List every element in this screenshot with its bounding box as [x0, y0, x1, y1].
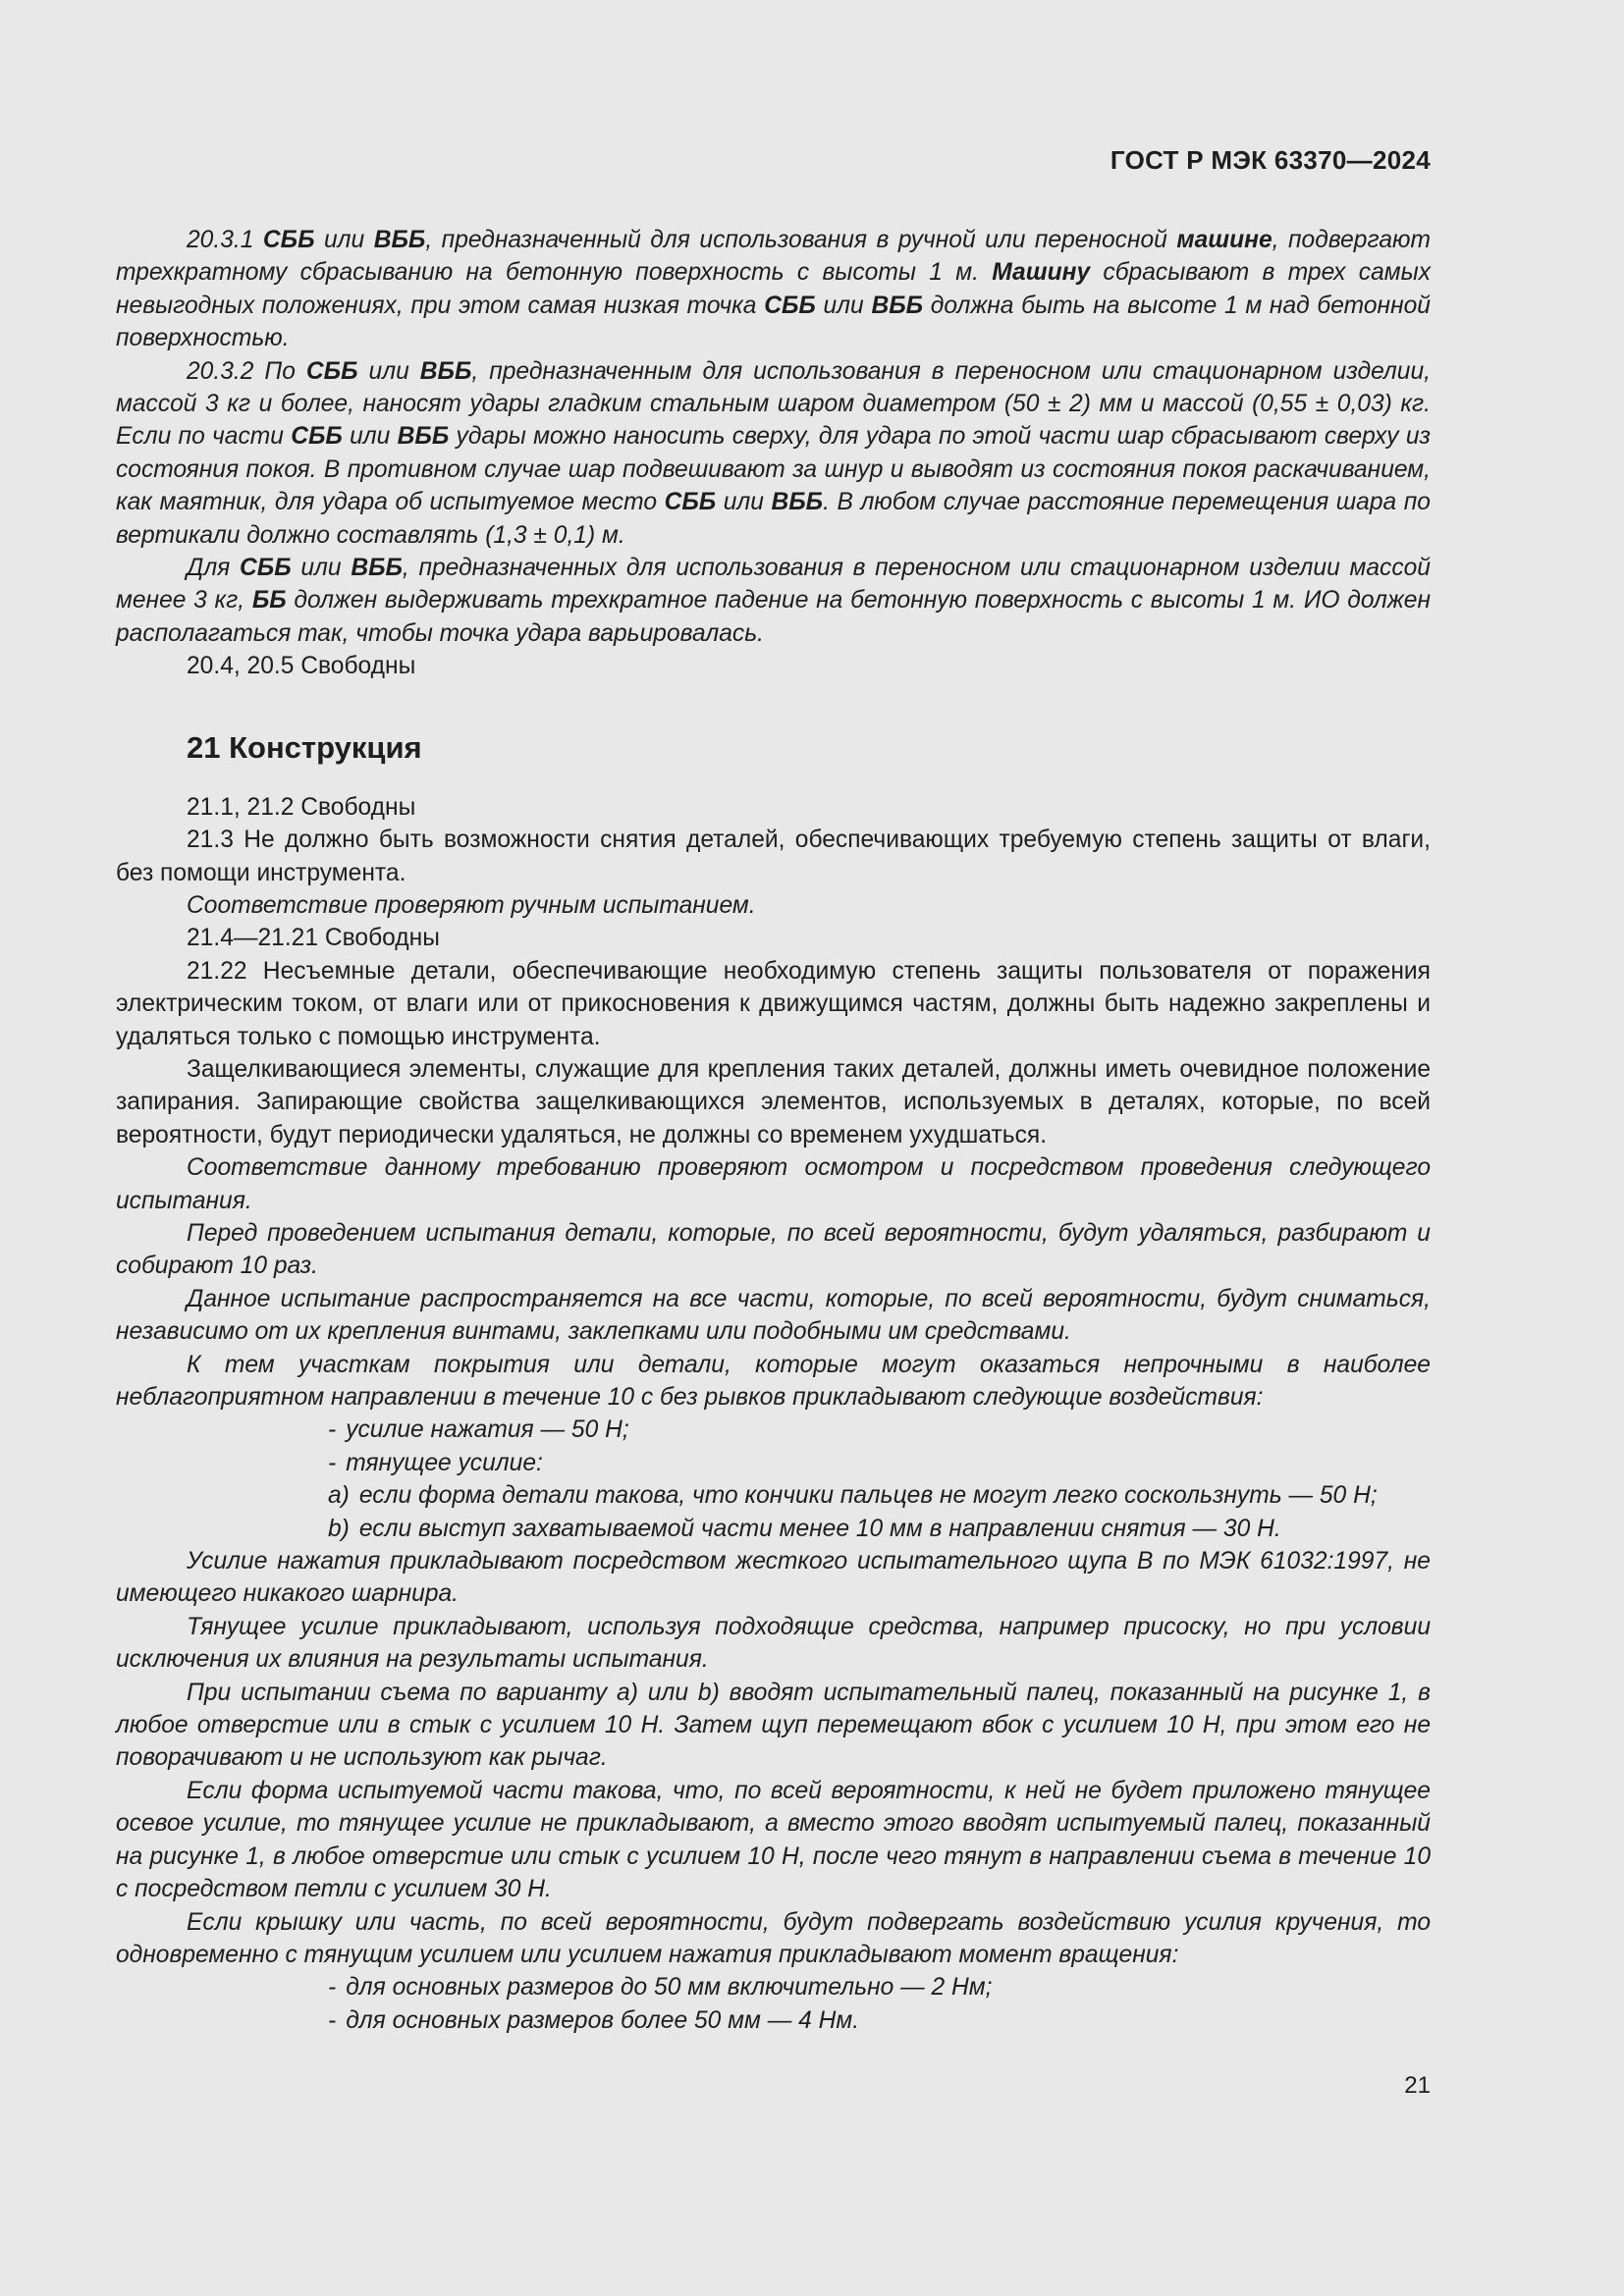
torque-list	[116, 1971, 1431, 2037]
list-item: - для основных размеров более 50 мм — 4 Нм.	[328, 2006, 860, 2034]
clause-20-3-1: 20.3.1 СББ или ВББ, предназначенный для использования в ручной или переносной машине, подвергают трехкратному сбрасыванию на бетонную поверхность с высоты 1 м. Машину сбрасывают в трех самых невыгодных положениях, при этом самая низкая точка СББ или ВББ должна быть на высоте 1 м над бетонной поверхностью.	[116, 227, 1432, 352]
document-standard-id: ГОСТ Р МЭК 63370—2024	[1110, 145, 1431, 175]
page-content	[116, 224, 1431, 2037]
areas-paragraph: К тем участкам покрытия или детали, которые могут оказаться непрочными в наиболее неблагоприятном направлении в течение 10 с без рывков прикладывают следующие воздействия:	[116, 1351, 1431, 1411]
list-item: - усилие нажатия — 50 Н;	[328, 1416, 629, 1444]
clause-21-1: 21.1, 21.2 Свободны	[187, 793, 416, 821]
shape-paragraph: Если форма испытуемой части такова, что, по всей вероятности, к ней не будет приложено тянущее осевое усилие, то тянущее усилие не прикладывают, а вместо этого вводят испытуемый палец, показанный на рисунке 1, в любое отверстие или стык с усилием 10 Н, после чего тянут в направлении съема в течение 10 с посредством петли с усилием 30 Н.	[116, 1777, 1431, 1903]
snap-elements-paragraph: Защелкивающиеся элементы, служащие для крепления таких деталей, должны иметь очевидное положение запирания. Запирающие свойства защелкивающихся элементов, используемых в деталях, которые, по всей вероятности, будут периодически удаляться, не должны со временем ухудшаться.	[116, 1055, 1431, 1148]
forces-list	[116, 1414, 1431, 1545]
pulling-force-paragraph: Тянущее усилие прикладывают, используя подходящие средства, например присоску, но при условии исключения их влияния на результаты испытания.	[116, 1613, 1431, 1674]
test-scope-paragraph: Данное испытание распространяется на все части, которые, по всей вероятности, будут сниматься, независимо от их крепления винтами, заклепками или подобными им средствами.	[116, 1285, 1431, 1346]
clause-21-22: 21.22 Несъемные детали, обеспечивающие необходимую степень защиты пользователя от поражения электрическим током, от влаги или от прикосновения к движущимся частям, должны быть надежно закреплены и удаляться только с помощью инструмента.	[116, 957, 1431, 1050]
list-item: b) если выступ захватываемой части менее 10 мм в направлении снятия — 30 Н.	[328, 1515, 1281, 1542]
before-test-paragraph: Перед проведением испытания детали, которые, по всей вероятности, будут удаляться, разбирают и собирают 10 раз.	[116, 1219, 1431, 1280]
clause-20-3-2-light-items: Для СББ или ВББ, предназначенных для использования в переносном или стационарном изделии массой менее 3 кг, ББ должен выдерживать трехкратное падение на бетонную поверхность с высоты 1 м. ИО должен располагаться так, чтобы точка удара варьировалась.	[116, 555, 1431, 647]
list-item: - для основных размеров до 50 мм включительно — 2 Нм;	[328, 1974, 993, 2002]
clause-21-3: 21.3 Не должно быть возможности снятия деталей, обеспечивающих требуемую степень защиты от влаги, без помощи инструмента.	[116, 827, 1431, 886]
removal-test-paragraph: При испытании съема по варианту а) или b) вводят испытательный палец, показанный на рисунке 1, в любое отверстие или в стык с усилием 10 Н. Затем щуп перемещают вбок с усилием 10 Н, при этом его не поворачивают и не используют как рычаг.	[116, 1679, 1431, 1772]
clause-20-4: 20.4, 20.5 Свободны	[187, 653, 416, 680]
clause-20-3-2: 20.3.2 По СББ или ВББ, предназначенным для использования в переносном или стационарном изделии, массой 3 кг и более, наносят удары гладким стальным шаром диаметром (50 ± 2) мм и массой (0,55 ± 0,03) кг. Если по части СББ или ВББ удары можно наносить сверху, для удара по этой части шар сбрасывают сверху из состояния покоя. В противном случае шар подвешивают за шнур и выводят из состояния покоя раскачиванием, как маятник, для удара об испытуемое место СББ или ВББ. В любом случае расстояние перемещения шара по вертикали должно составлять (1,3 ± 0,1) м.	[116, 357, 1431, 549]
pressing-force-paragraph: Усилие нажатия прикладывают посредством жесткого испытательного щупа В по МЭК 61032:1997, не имеющего никакого шарнира.	[116, 1548, 1431, 1608]
torque-paragraph: Если крышку или часть, по всей вероятности, будут подвергать воздействию усилия кручения, то одновременно с тянущим усилием или усилием нажатия прикладывают момент вращения:	[116, 1908, 1431, 1968]
list-item: - тянущее усилие:	[328, 1449, 543, 1476]
section-heading: 21 Конструкция	[187, 729, 422, 765]
compliance-paragraph: Соответствие данному требованию проверяют осмотром и посредством проведения следующего испытания.	[116, 1154, 1431, 1214]
page-number: 21	[1404, 2072, 1431, 2099]
list-item: a) если форма детали такова, что кончики пальцев не могут легко соскользнуть — 50 Н;	[328, 1482, 1378, 1510]
clause-21-4: 21.4—21.21 Свободны	[187, 925, 440, 952]
clause-21-3-compliance: Соответствие проверяют ручным испытанием.	[187, 891, 756, 919]
